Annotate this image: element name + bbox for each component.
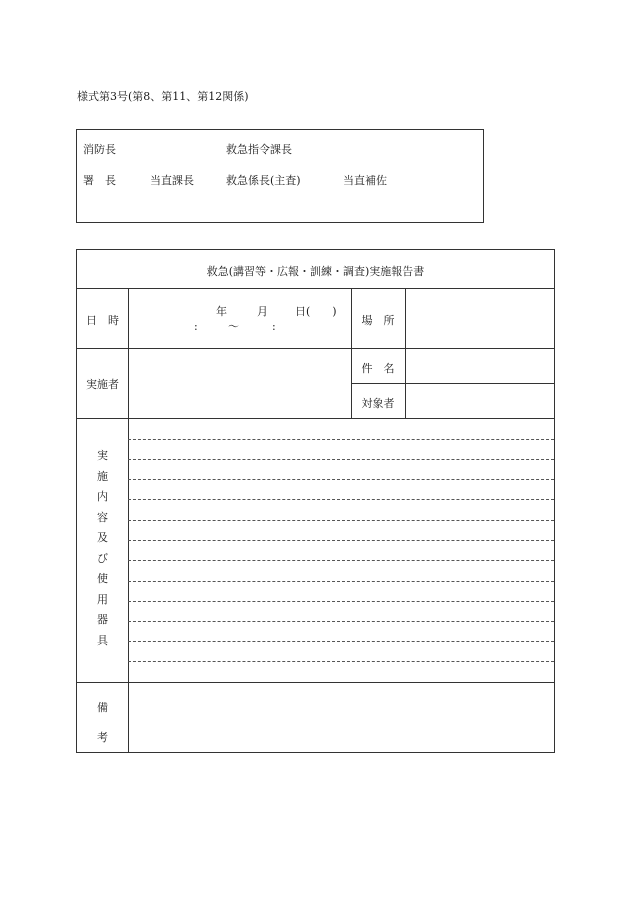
content-line[interactable] — [128, 560, 554, 561]
content-line[interactable] — [128, 540, 554, 541]
content-line[interactable] — [128, 439, 554, 440]
row-divider — [77, 288, 554, 289]
row-divider — [77, 682, 554, 683]
datetime-label: 日 時 — [86, 314, 119, 327]
content-label-char: 容 — [97, 510, 108, 524]
remarks-label-char: 備 — [97, 701, 108, 714]
time-end-colon: : — [272, 320, 276, 333]
time-start-colon: : — [194, 320, 198, 333]
report-title: 救急(講習等・広報・訓練・調査)実施報告書 — [206, 265, 425, 278]
date-day-label: 日( ) — [295, 305, 337, 318]
date-year-label: 年 — [216, 305, 227, 318]
row-divider — [351, 383, 554, 384]
content-line[interactable] — [128, 661, 554, 662]
content-label-char: 実 — [97, 449, 108, 462]
column-divider — [405, 288, 406, 418]
content-line[interactable] — [128, 581, 554, 582]
time-tilde: 〜 — [228, 320, 239, 333]
report-table — [76, 249, 555, 753]
place-label: 場 所 — [361, 314, 395, 327]
row-divider — [77, 348, 554, 349]
form-number: 様式第3号(第8、第11、第12関係) — [77, 90, 249, 103]
content-line[interactable] — [128, 499, 554, 500]
content-label-char: び — [97, 551, 108, 565]
content-line[interactable] — [128, 520, 554, 521]
content-label-char: 内 — [97, 490, 108, 503]
approval-stamp-box — [76, 129, 484, 223]
date-month-label: 月 — [257, 305, 268, 318]
row-divider — [77, 418, 554, 419]
approval-duty-section-chief-label: 当直課長 — [150, 174, 194, 187]
approval-duty-assistant-label: 当直補佐 — [343, 174, 387, 187]
content-line[interactable] — [128, 479, 554, 480]
remarks-label-char: 考 — [97, 731, 108, 744]
content-label-char: 施 — [97, 469, 108, 483]
approval-chief-label: 消防長 — [83, 143, 116, 156]
content-label-char: 具 — [97, 633, 108, 647]
remarks-label — [77, 693, 128, 753]
approval-emergency-section-chief-label: 救急指令課長 — [226, 143, 292, 156]
content-label-char: 器 — [97, 613, 108, 626]
approval-station-chief-label: 署 長 — [83, 174, 116, 187]
subject-label: 件 名 — [361, 362, 395, 375]
approval-emergency-chief-main-label: 救急係長(主査) — [226, 174, 301, 187]
content-label — [77, 446, 128, 651]
content-label-char: 使 — [97, 572, 108, 585]
content-line[interactable] — [128, 459, 554, 460]
content-label-char: 用 — [97, 592, 108, 606]
content-line[interactable] — [128, 601, 554, 602]
target-label: 対象者 — [361, 397, 395, 410]
implementer-label: 実施者 — [86, 378, 119, 391]
content-line[interactable] — [128, 621, 554, 622]
content-label-char: 及 — [97, 531, 108, 544]
content-line[interactable] — [128, 641, 554, 642]
